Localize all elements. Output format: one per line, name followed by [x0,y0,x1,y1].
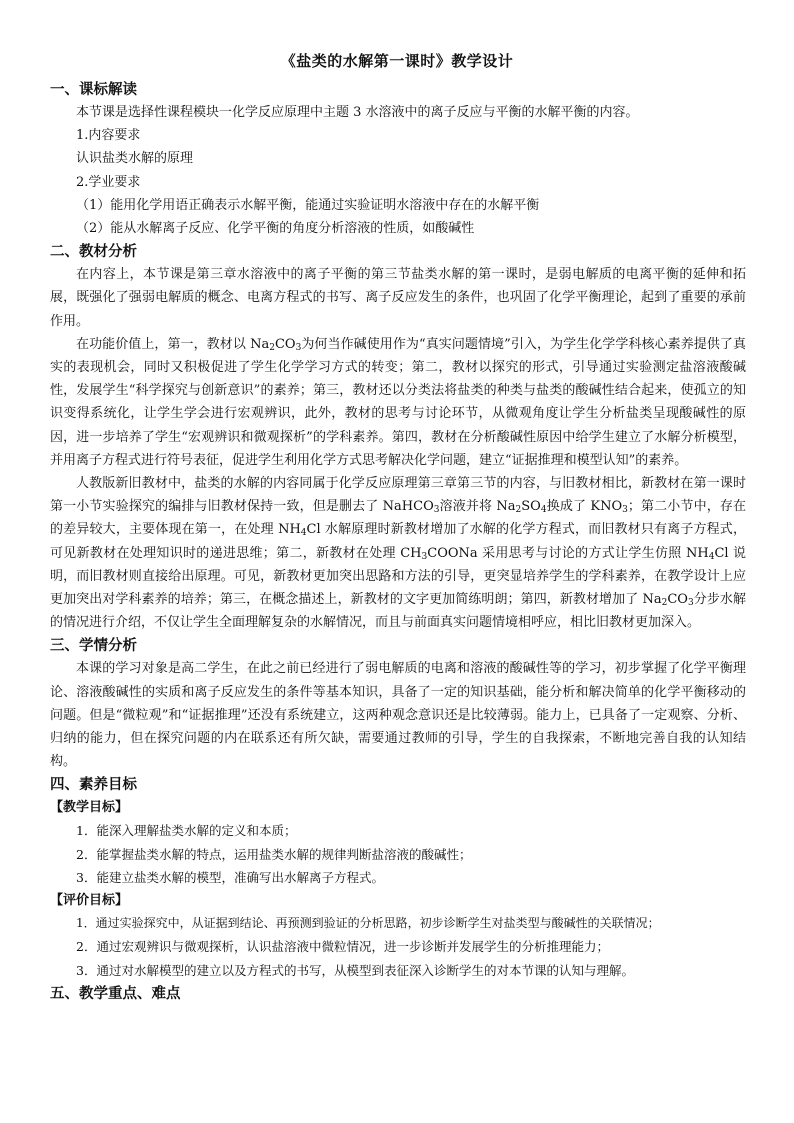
content-requirement-text: 认识盐类水解的原理 [76,151,194,167]
evaluation-objective-item: 1．通过实验探究中，从证据到结论、再预测到验证的分析思路，初步诊断学生对盐类型与酸碱性的关联情况； [76,916,660,931]
section-heading-curriculum: 一、课标解读 [50,81,137,98]
section-heading-key-points: 五、教学重点、难点 [50,984,181,1002]
section-heading-learner: 三、学情分析 [50,637,137,655]
academic-requirement-label: 2.学业要求 [76,174,141,190]
teaching-objectives-tag: 【教学目标】 [50,800,129,816]
section-heading-objectives: 四、素养目标 [50,776,137,794]
learner-analysis-paragraph: 本课的学习对象是高二学生，在此之前已经进行了弱电解质的电离和溶液的酸碱性等的学习，初步掌握了化学平衡理论、溶液酸碱性的实质和离子反应发生的条件等基本知识，具备了一定的知识基础，能分析和解决简单的化学平衡移动的问题。但是“微粒观”和“证据推理”还没有系统建立，这两种观念意识还是比较薄弱。能力上，已具备了一定观察、分析、归纳的能力，但在探究问题的内在联系还有所欠缺，需要通过教师的引导，学生的自我探索，不断地完善自我的认知结构。 [50,661,746,770]
teaching-objective-item: 2．能掌握盐类水解的特点，运用盐类水解的规律判断盐溶液的酸碱性； [76,846,472,862]
textbook-paragraph-content: 在内容上，本节课是第三章水溶液中的离子平衡的第三节盐类水解的第一课时，是弱电解质的电离平衡的延伸和拓展，既强化了强弱电解质的概念、电离方程式的书写、离子反应发生的条件，也巩固了化学平衡理论，起到了重要的承前作用。 [50,267,746,329]
evaluation-objective-item: 2．通过宏观辨识与微观探析，认识盐溶液中微粒情况，进一步诊断并发展学生的分析推理能力； [76,939,609,955]
teaching-objective-item: 3．能建立盐类水解的模型，准确写出水解离子方程式。 [76,869,384,885]
curriculum-intro: 本节课是选择性课程模块一化学反应原理中主题 3 水溶液中的离子反应与平衡的水解平衡的内容。 [76,105,639,120]
textbook-paragraph-function: 在功能价值上，第一，教材以 $Na_2CO_3$为何当作碱使用作为“真实问题情境”引入，为学生化学学科核心素养提供了真实的表现机会，同时又积极促进了学生化学学习方式的转变；第二，教材以探究的形式，引导通过实验测定盐溶液酸碱性，发展学生“科学探究与创新意识”的素养；第三，教材还以分类法将盐类的种类与盐类的酸碱性结合起来，使孤立的知识变得系统化，让学生学会进行宏观辨识，此外，教材的思考与讨论环节，从微观角度让学生分析盐类呈现酸碱性的原因，进一步培养了学生“宏观辨识和微观探析”的学科素养。第四，教材在分析酸碱性原因中给学生建立了水解分析模型，并用离子方程式进行符号表征，促进学生利用化学方式思考解决化学问题，建立“证据推理和模型认知”的素养。 [50,336,746,468]
evaluation-objective-item: 3．通过对水解模型的建立以及方程式的书写，从模型到表征深入诊断学生的对本节课的认知与理解。 [76,962,634,978]
academic-requirement-2: （2）能从水解离子反应、化学平衡的角度分析溶液的性质，如酸碱性 [76,221,475,237]
document-body [50,78,746,1005]
textbook-paragraph-comparison: 人教版新旧教材中，盐类的水解的内容同属于化学反应原理第三章第三节的内容，与旧教材相比，新教材在第一课时第一小节实验探究的编排与旧教材保持一致，但是删去了 NaHCO$_3$溶液并将 $Na_2SO_4$换成了 $KNO_3$；第二小节中，存在的差异较大，主要体现在第一，在处理 $NH_4Cl$ 水解原理时新教材增加了水解的化学方程式，而旧教材只有离子方程式，可见新教材在处理知识时的递进思维；第二，新教材在处理 $CH_3COONa$ 采用思考与讨论的方式让学生仿照 $NH_4Cl$ 说明，而旧教材则直接给出原理。可见，新教材更加突出思路和方法的引导，更突显培养学生的学科素养，在教学设计上应更加突出对学科素养的培养；第三，在概念描述上，新教材的文字更加简练明朗；第四，新教材增加了 $Na_2CO_3$分步水解的情况进行介绍，不仅让学生全面理解复杂的水解情况，而且与前面真实问题情境相呼应，相比旧教材更加深入。 [50,476,746,631]
content-requirement-label: 1.内容要求 [76,128,141,144]
section-heading-textbook: 二、教材分析 [50,243,137,261]
document-title: 《盐类的水解第一课时》教学设计 [280,52,514,70]
evaluation-objectives-tag: 【评价目标】 [50,893,129,909]
teaching-objective-item: 1．能深入理解盐类水解的定义和本质； [76,823,297,839]
academic-requirement-1: （1）能用化学用语正确表示水解平衡，能通过实验证明水溶液中存在的水解平衡 [76,197,540,213]
